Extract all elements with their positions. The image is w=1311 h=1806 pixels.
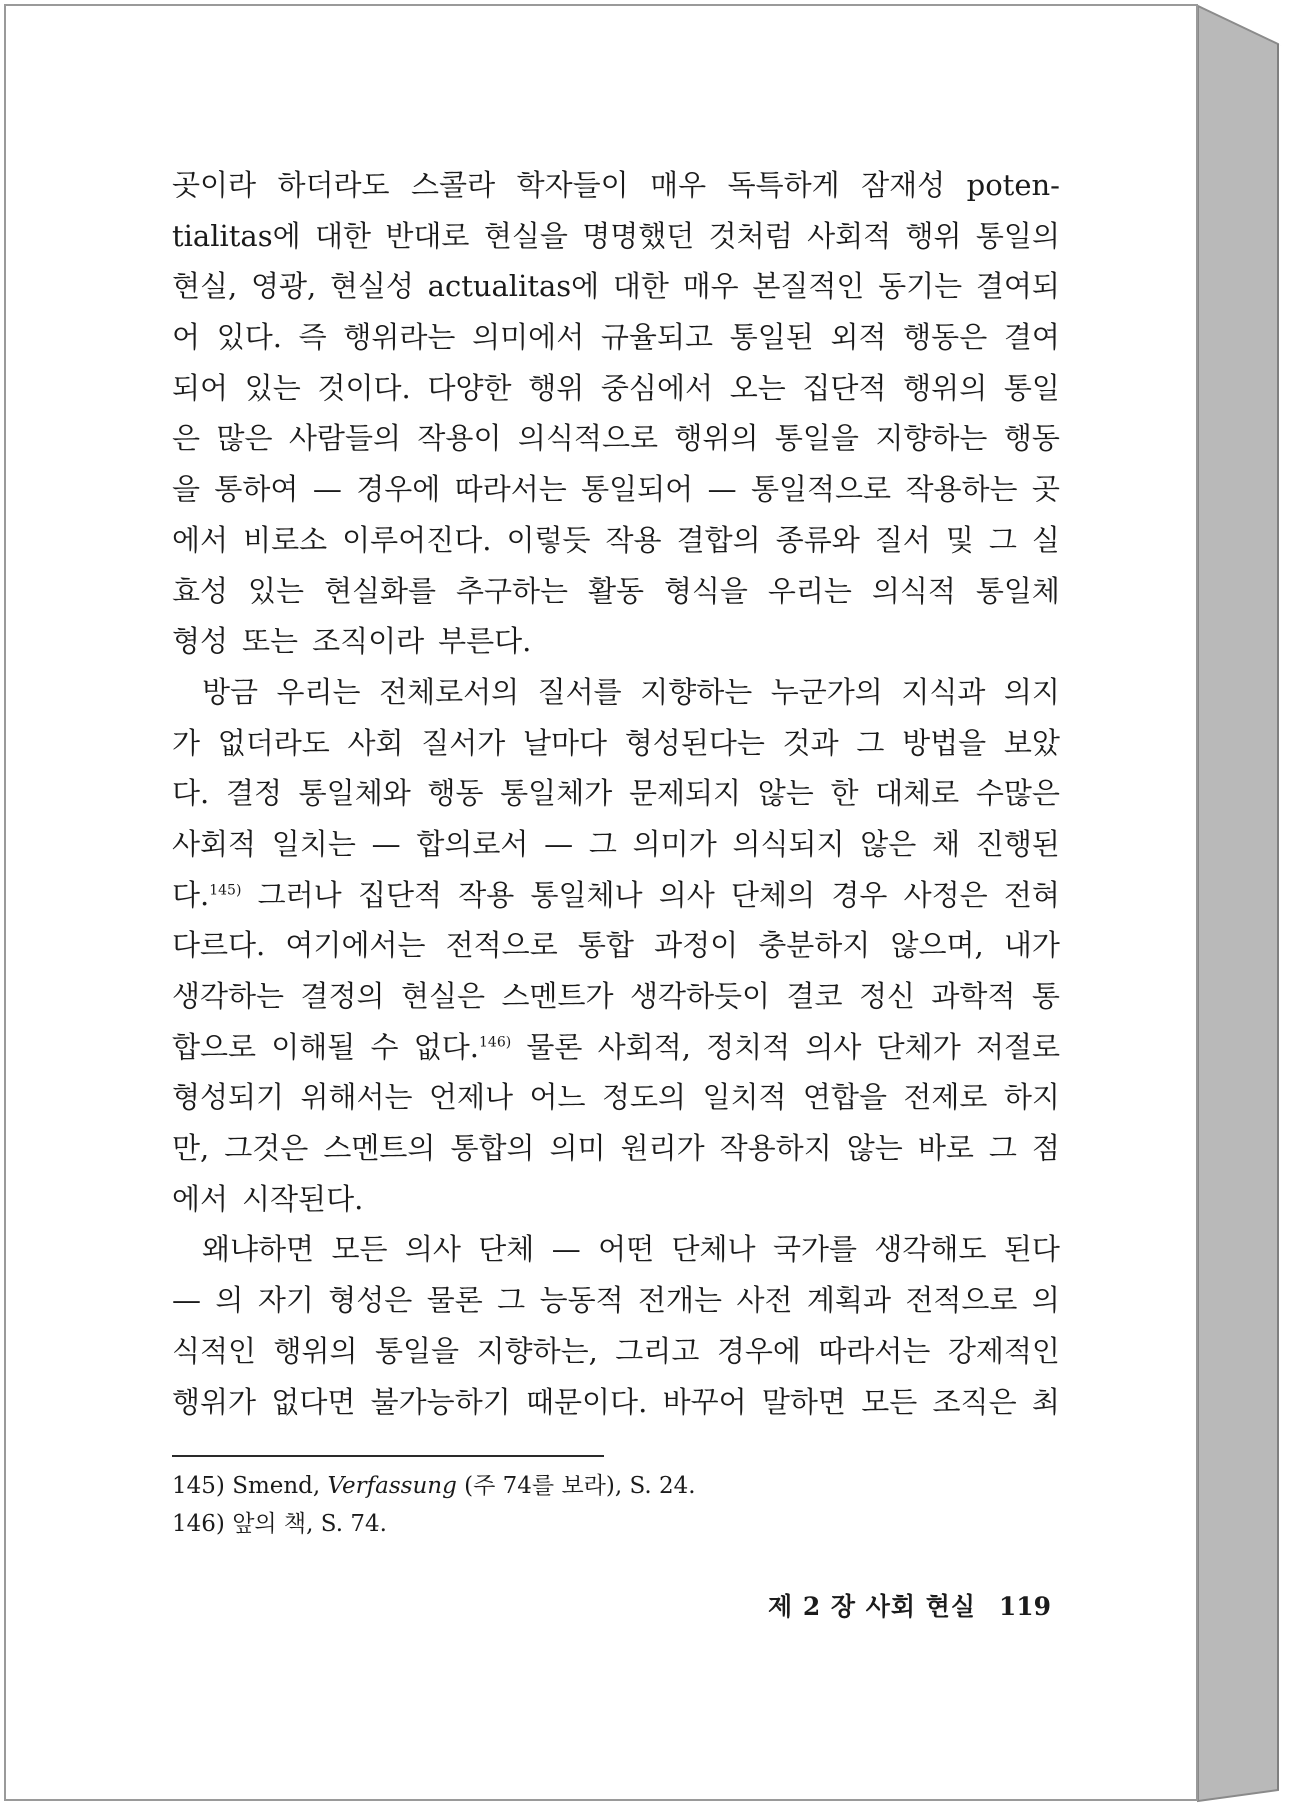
text-word: 오는 bbox=[729, 370, 786, 405]
text-word: 이렇듯 bbox=[506, 522, 591, 557]
text-word: 질서 bbox=[874, 522, 931, 557]
text-word: 바로 bbox=[917, 1131, 974, 1166]
text-word: 진행된 bbox=[975, 826, 1060, 861]
text-word: 작용이 bbox=[417, 421, 502, 456]
text-word: — bbox=[312, 472, 342, 507]
text-word: 생각해도 bbox=[874, 1232, 987, 1267]
text-word: 행위의 bbox=[674, 421, 759, 456]
text-word: 작용하는 bbox=[905, 472, 1018, 507]
text-word: 통합 bbox=[577, 928, 634, 963]
text-word: 일치는 bbox=[271, 826, 356, 861]
text-word: 곳이라 bbox=[172, 168, 257, 202]
text-word: 계획과 bbox=[806, 1283, 891, 1318]
text-word: 작용하지 bbox=[719, 1131, 832, 1166]
text-word: 집단적 bbox=[357, 877, 442, 912]
text-word: 생각하듯이 bbox=[629, 979, 771, 1013]
text-word: tialitas에 bbox=[172, 218, 301, 253]
text-word: 결합의 bbox=[676, 522, 761, 557]
text-word: 언제나 bbox=[429, 1080, 514, 1115]
text-word: 정신 bbox=[858, 979, 915, 1013]
text-word: 없다.$^{146)}$ bbox=[413, 1029, 512, 1064]
text-word: 은 bbox=[172, 421, 201, 456]
text-word: 에서 bbox=[172, 1181, 229, 1216]
text-word: 행위가 bbox=[172, 1384, 257, 1419]
text-line bbox=[172, 261, 1060, 312]
text-word: 통일을 bbox=[375, 1333, 460, 1368]
text-word: 어 bbox=[172, 320, 201, 355]
text-line bbox=[172, 616, 1060, 667]
text-word: 전제로 bbox=[903, 1080, 988, 1115]
text-word: 형성 bbox=[172, 624, 229, 659]
text-word: 단체의 bbox=[731, 877, 816, 912]
text-word: 영광, bbox=[250, 269, 317, 304]
text-word: 전개는 bbox=[638, 1283, 723, 1318]
text-line bbox=[172, 819, 1060, 870]
text-word: 그리고 bbox=[615, 1333, 700, 1368]
text-line bbox=[172, 870, 1060, 921]
text-word: 방금 bbox=[202, 674, 259, 709]
text-word: 집단적 bbox=[802, 370, 887, 405]
text-word: 왜냐하면 bbox=[202, 1232, 315, 1267]
text-word: 최 bbox=[1031, 1384, 1060, 1419]
text-word: 곳 bbox=[1031, 472, 1060, 507]
text-word: 학자들이 bbox=[516, 168, 629, 202]
text-word: 않으며, bbox=[890, 928, 984, 963]
text-word: 형식을 bbox=[663, 573, 748, 608]
text-word: 행동 bbox=[427, 776, 484, 811]
text-word: 통일체나 bbox=[530, 877, 643, 912]
footnotes bbox=[172, 1467, 1052, 1543]
text-word: 의식되지 bbox=[732, 826, 845, 861]
text-word: 통일체 bbox=[975, 573, 1060, 608]
text-word: 의 bbox=[1031, 1283, 1060, 1318]
text-word: 의미에서 bbox=[472, 320, 585, 355]
text-word: 때문이다. bbox=[526, 1384, 648, 1419]
text-word: 전적으로 bbox=[445, 928, 558, 963]
text-word: 결여되 bbox=[975, 269, 1060, 304]
text-word: 자기 bbox=[257, 1283, 314, 1318]
text-word: 중심에서 bbox=[600, 370, 713, 405]
text-word: 충분하지 bbox=[758, 928, 871, 963]
text-word: 우리는 bbox=[276, 674, 361, 709]
text-word: 과학적 bbox=[931, 979, 1016, 1013]
text-word: 물론 bbox=[426, 1283, 483, 1318]
text-word: 생각하는 bbox=[172, 979, 285, 1013]
text-word: 국가를 bbox=[772, 1232, 858, 1267]
text-word: 행위의 bbox=[273, 1333, 358, 1368]
text-word: 지향하는 bbox=[875, 421, 988, 456]
text-word: 사회적 bbox=[807, 218, 892, 253]
text-word: — bbox=[172, 1283, 201, 1318]
text-word: 조직은 bbox=[932, 1384, 1017, 1419]
text-line bbox=[172, 1022, 1060, 1073]
text-word: 통일체가 bbox=[500, 776, 613, 811]
text-word: 즉 bbox=[298, 320, 327, 355]
text-word: — bbox=[371, 826, 401, 861]
text-word: 다양한 bbox=[427, 370, 512, 405]
text-word: 경우에 bbox=[716, 1333, 801, 1368]
text-line bbox=[172, 363, 1060, 414]
text-line bbox=[172, 1377, 1060, 1428]
text-word: 대한 bbox=[612, 269, 669, 304]
text-word: 형성되기 bbox=[172, 1080, 285, 1115]
text-word: 된다 bbox=[1003, 1232, 1060, 1267]
text-word: 행위 bbox=[528, 370, 585, 405]
footnote-145: 145) Smend, Verfassung (주 74를 보라), S. 24. bbox=[172, 1473, 696, 1499]
text-word: 의사 bbox=[658, 877, 715, 912]
text-word: 한 bbox=[830, 776, 859, 811]
text-word: 매우 bbox=[650, 168, 707, 202]
text-line bbox=[172, 1123, 1060, 1174]
text-word: 일치적 bbox=[702, 1080, 787, 1115]
text-word: 작용 bbox=[458, 877, 515, 912]
text-word: 형성은 bbox=[328, 1283, 413, 1318]
text-line bbox=[172, 413, 1060, 464]
text-word: 하더라도 bbox=[277, 168, 390, 202]
text-word: 이루어진다. bbox=[342, 522, 492, 557]
text-word: 여기에서는 bbox=[285, 928, 426, 963]
text-word: 그 bbox=[988, 1131, 1017, 1166]
text-word: 통일 bbox=[1003, 370, 1060, 405]
text-line bbox=[172, 1275, 1060, 1326]
text-word: 전적으로 bbox=[905, 1283, 1018, 1318]
text-word: 행위의 bbox=[903, 370, 988, 405]
text-line bbox=[172, 1072, 1060, 1123]
text-word: 않는 bbox=[757, 776, 814, 811]
text-word: 행동 bbox=[1003, 421, 1060, 456]
text-word: 날마다 bbox=[523, 725, 608, 760]
text-word: 것처럼 bbox=[708, 218, 793, 253]
text-word: 통하여 bbox=[214, 472, 299, 507]
text-word: 사회 bbox=[347, 725, 404, 760]
text-word: 모든 bbox=[861, 1384, 918, 1419]
text-word: 대체로 bbox=[875, 776, 960, 811]
text-word: 그러나 bbox=[257, 877, 342, 912]
text-word: 질서를 bbox=[537, 674, 622, 709]
text-word: 정도의 bbox=[601, 1080, 686, 1115]
text-word: 의 bbox=[215, 1283, 244, 1318]
text-line bbox=[172, 312, 1060, 363]
footnote-ref: 145) bbox=[209, 881, 242, 898]
text-word: 그 bbox=[856, 725, 885, 760]
text-word: 만, bbox=[172, 1131, 210, 1166]
text-word: 잠재성 bbox=[861, 168, 946, 202]
text-word: 전혀 bbox=[1003, 877, 1060, 912]
text-word: 지향하는, bbox=[476, 1333, 598, 1368]
text-line bbox=[172, 768, 1060, 819]
text-word: 조직이라 bbox=[312, 624, 425, 659]
text-line bbox=[172, 515, 1060, 566]
text-word: 부른다. bbox=[438, 624, 532, 659]
text-word: 따라서는 bbox=[818, 1333, 931, 1368]
text-line bbox=[172, 1224, 1060, 1275]
text-word: 없다면 bbox=[271, 1384, 356, 1419]
text-word: 우리는 bbox=[767, 573, 852, 608]
text-word: 명명했던 bbox=[582, 218, 695, 253]
text-word: 합의로서 bbox=[416, 826, 529, 861]
text-line bbox=[172, 1174, 1060, 1225]
text-word: 작용 bbox=[605, 522, 662, 557]
text-word: 하지 bbox=[1003, 1080, 1060, 1115]
text-word: 어떤 bbox=[598, 1232, 655, 1267]
text-word: 의사 bbox=[404, 1232, 461, 1267]
text-word: 행동은 bbox=[903, 320, 988, 355]
text-word: 그 bbox=[988, 522, 1017, 557]
text-word: 매우 bbox=[682, 269, 739, 304]
text-word: 실 bbox=[1031, 522, 1060, 557]
text-word: 결정 bbox=[225, 776, 282, 811]
text-word: 의미 bbox=[549, 1131, 606, 1166]
text-word: 누군가의 bbox=[770, 674, 883, 709]
text-word: 과정이 bbox=[654, 928, 739, 963]
text-word: 강제적인 bbox=[947, 1333, 1060, 1368]
text-word: 바꾸어 bbox=[662, 1384, 747, 1419]
text-word: 의사 bbox=[805, 1029, 862, 1064]
text-word: 문제되지 bbox=[628, 776, 741, 811]
text-word: 말하면 bbox=[761, 1384, 846, 1419]
text-word: 활동 bbox=[587, 573, 644, 608]
text-word: — bbox=[551, 1232, 581, 1267]
text-word: 않은 bbox=[860, 826, 917, 861]
text-word: 원리가 bbox=[620, 1131, 705, 1166]
text-line bbox=[172, 667, 1060, 718]
text-word: — bbox=[544, 826, 574, 861]
text-word: 내가 bbox=[1003, 928, 1060, 963]
text-word: 수많은 bbox=[975, 776, 1060, 811]
text-word: 결코 bbox=[786, 979, 843, 1013]
text-word: 통일체와 bbox=[298, 776, 411, 811]
text-word: 지향하는 bbox=[640, 674, 753, 709]
text-word: 종류와 bbox=[775, 522, 860, 557]
text-word: 스멘트가 bbox=[501, 979, 614, 1013]
text-word: 에서 bbox=[172, 522, 229, 557]
text-word: 행위 bbox=[905, 218, 962, 253]
text-word: 가 bbox=[172, 725, 201, 760]
text-word: 질서가 bbox=[421, 725, 506, 760]
text-word: 또는 bbox=[242, 624, 299, 659]
text-word: 행위라는 bbox=[343, 320, 456, 355]
text-word: 통일의 bbox=[975, 218, 1060, 253]
text-word: 형성된다는 bbox=[624, 725, 765, 760]
text-line bbox=[172, 464, 1060, 515]
text-word: 합으로 bbox=[172, 1029, 257, 1064]
text-word: 통일되어 bbox=[581, 472, 694, 507]
text-word: 있다. bbox=[216, 320, 282, 355]
text-word: 이해될 bbox=[271, 1029, 356, 1064]
text-word: 경우 bbox=[831, 877, 888, 912]
text-line bbox=[172, 211, 1060, 262]
text-word: 정치적 bbox=[706, 1029, 791, 1064]
footnote-ref: 146) bbox=[479, 1034, 512, 1051]
text-word: 점 bbox=[1031, 1131, 1060, 1166]
text-word: 다. bbox=[172, 776, 210, 811]
text-word: 동기는 bbox=[878, 269, 963, 304]
text-word: 없더라도 bbox=[217, 725, 330, 760]
text-word: 다.$^{145)}$ bbox=[172, 877, 242, 912]
text-word: 다르다. bbox=[172, 928, 266, 963]
text-word: 통일적으로 bbox=[750, 472, 892, 507]
text-word: 그 bbox=[497, 1283, 526, 1318]
text-word: 그 bbox=[588, 826, 617, 861]
text-word: 수 bbox=[370, 1029, 399, 1064]
text-word: 사전 bbox=[736, 1283, 793, 1318]
text-line bbox=[172, 971, 1060, 1022]
text-line bbox=[172, 920, 1060, 971]
text-word: 저절로 bbox=[975, 1029, 1060, 1064]
text-word: 단체 bbox=[478, 1232, 535, 1267]
text-word: 사람들의 bbox=[288, 421, 401, 456]
text-word: 현실화를 bbox=[323, 573, 436, 608]
text-word: 을 bbox=[172, 472, 201, 507]
text-word: — bbox=[707, 472, 737, 507]
text-word: 불가능하기 bbox=[370, 1384, 511, 1419]
text-word: 시작된다. bbox=[242, 1181, 364, 1216]
text-word: 전체로서의 bbox=[379, 674, 520, 709]
text-word: 위해서는 bbox=[300, 1080, 413, 1115]
text-word: 능동적 bbox=[539, 1283, 624, 1318]
footnote-146: 146) 앞의 책, S. 74. bbox=[172, 1511, 387, 1537]
text-word: 많은 bbox=[216, 421, 273, 456]
text-word: 사정은 bbox=[903, 877, 988, 912]
text-word: 채 bbox=[932, 826, 961, 861]
text-word: 되어 bbox=[172, 370, 229, 405]
text-word: 지식과 bbox=[901, 674, 986, 709]
text-word: 현실은 bbox=[400, 979, 486, 1013]
text-line bbox=[172, 160, 1060, 211]
text-word: 결정의 bbox=[300, 979, 385, 1013]
text-word: 것이다. bbox=[317, 370, 411, 405]
text-word: 통 bbox=[1031, 979, 1060, 1013]
text-word: 사회적 bbox=[172, 826, 257, 861]
main-text bbox=[172, 160, 1060, 1427]
text-word: 및 bbox=[945, 522, 974, 557]
text-word: actualitas에 bbox=[427, 269, 600, 304]
text-word: 현실을 bbox=[483, 218, 568, 253]
text-word: 의미가 bbox=[632, 826, 717, 861]
text-word: 방법을 bbox=[902, 725, 987, 760]
text-word: 단체나 bbox=[671, 1232, 756, 1267]
text-word: 의식적 bbox=[871, 573, 956, 608]
text-word: 있는 bbox=[247, 573, 304, 608]
chapter-title: 제 2 장 사회 현실 bbox=[767, 1592, 977, 1621]
text-word: 외적 bbox=[830, 320, 887, 355]
text-word: 경우에 bbox=[356, 472, 441, 507]
text-word: 스멘트의 bbox=[323, 1131, 436, 1166]
page-number: 119 bbox=[998, 1592, 1051, 1621]
text-word: 반대로 bbox=[385, 218, 470, 253]
text-word: 의지 bbox=[1003, 674, 1060, 709]
text-word: poten- bbox=[966, 168, 1060, 202]
text-word: 식적인 bbox=[172, 1333, 257, 1368]
text-word: 연합을 bbox=[802, 1080, 887, 1115]
text-word: 추구하는 bbox=[455, 573, 568, 608]
text-word: 어느 bbox=[529, 1080, 586, 1115]
text-line bbox=[172, 566, 1060, 617]
text-word: 있는 bbox=[244, 370, 301, 405]
page-footer bbox=[768, 1587, 1051, 1623]
text-word: 비로소 bbox=[243, 522, 328, 557]
text-word: 보았 bbox=[1003, 725, 1060, 760]
text-word: 않는 bbox=[846, 1131, 903, 1166]
text-word: 현실, bbox=[172, 269, 238, 304]
text-word: 통합의 bbox=[450, 1131, 535, 1166]
footnote-separator bbox=[172, 1455, 604, 1457]
text-word: 통일을 bbox=[774, 421, 859, 456]
text-word: 사회적, bbox=[597, 1029, 691, 1064]
text-word: 단체가 bbox=[876, 1029, 961, 1064]
text-word: 따라서는 bbox=[454, 472, 567, 507]
text-word: 결여 bbox=[1003, 320, 1060, 355]
text-word: 스콜라 bbox=[411, 168, 496, 202]
text-word: 물론 bbox=[526, 1029, 583, 1064]
text-word: 그것은 bbox=[224, 1131, 309, 1166]
text-line bbox=[172, 718, 1060, 769]
text-line bbox=[172, 1326, 1060, 1377]
text-word: 대한 bbox=[314, 218, 372, 253]
text-word: 모든 bbox=[331, 1232, 388, 1267]
text-word: 효성 bbox=[172, 573, 229, 608]
text-word: 것과 bbox=[782, 725, 839, 760]
text-word: 통일된 bbox=[729, 320, 814, 355]
text-word: 본질적인 bbox=[752, 269, 865, 304]
text-word: 규율되고 bbox=[600, 320, 713, 355]
text-word: 현실성 bbox=[329, 269, 414, 304]
text-word: 독특하게 bbox=[727, 168, 840, 202]
text-word: 의식적으로 bbox=[517, 421, 658, 456]
